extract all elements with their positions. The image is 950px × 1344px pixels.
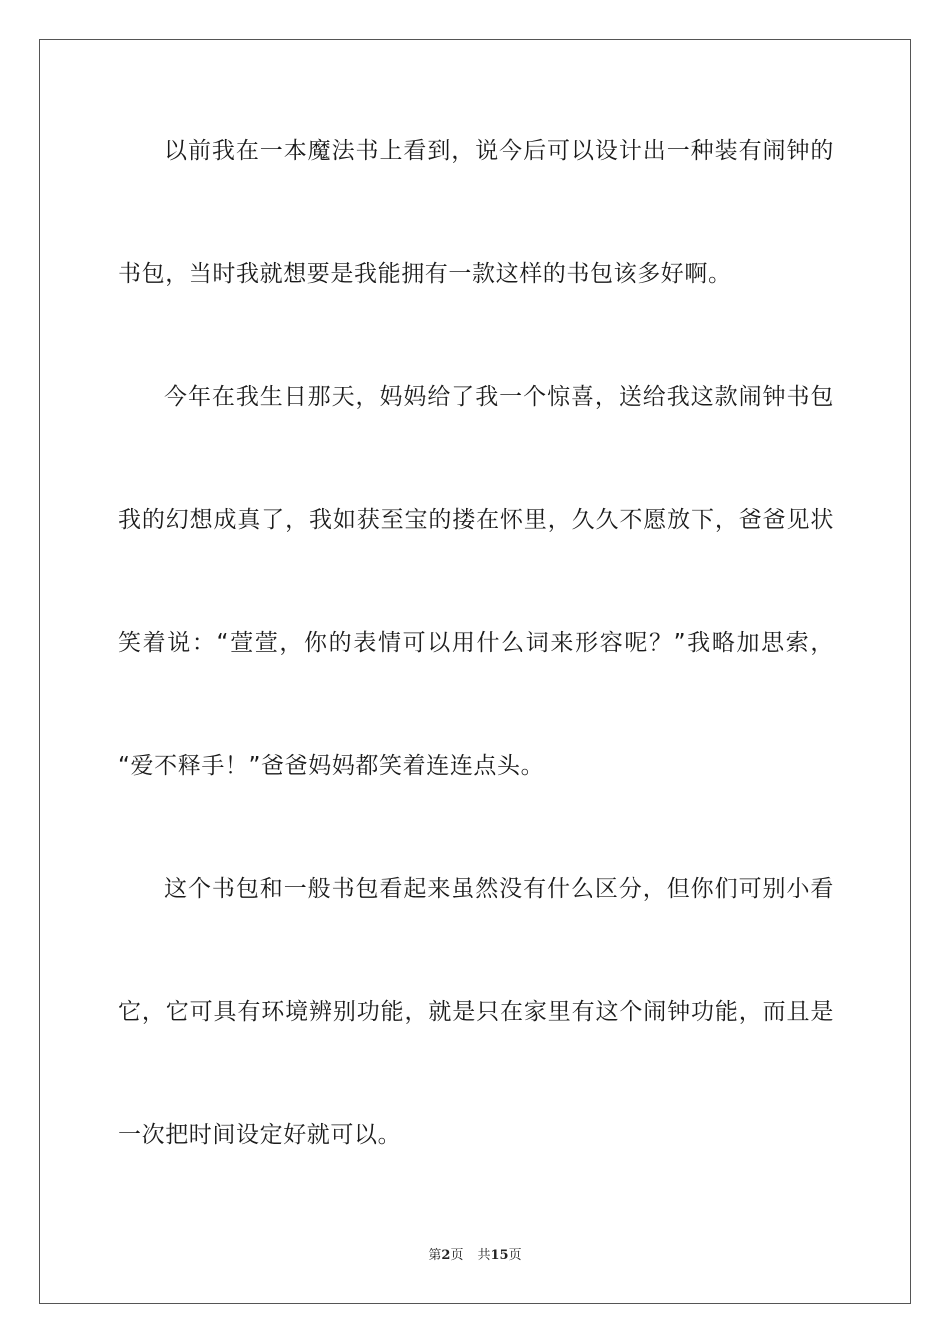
total-pages: 15 — [490, 1248, 509, 1263]
page-suffix: 页 — [450, 1248, 464, 1263]
page-frame — [39, 39, 911, 1304]
paragraph-3-line-3: 一次把时间设定好就可以。 — [118, 1122, 402, 1148]
paragraph-3-line-1: 这个书包和一般书包看起来虽然没有什么区分，但你们可别小看 — [164, 876, 834, 902]
paragraph-3-line-2: 它，它可具有环境辨别功能，就是只在家里有这个闹钟功能，而且是 — [118, 999, 834, 1025]
total-prefix: 共 — [477, 1248, 491, 1263]
paragraph-1-line-2: 书包，当时我就想要是我能拥有一款这样的书包该多好啊。 — [118, 261, 732, 287]
page-footer — [0, 1247, 950, 1265]
page-prefix: 第 — [428, 1248, 442, 1263]
total-suffix: 页 — [508, 1248, 522, 1263]
paragraph-2-line-1: 今年在我生日那天，妈妈给了我一个惊喜，送给我这款闹钟书包 — [164, 384, 834, 410]
paragraph-2-line-2: 我的幻想成真了，我如获至宝的搂在怀里，久久不愿放下，爸爸见状 — [118, 507, 834, 533]
page-number: 2 — [441, 1248, 451, 1263]
paragraph-2-line-3: 笑着说：“萱萱，你的表情可以用什么词来形容呢？”我略加思索， — [118, 630, 834, 656]
paragraph-2-line-4: “爱不释手！”爸爸妈妈都笑着连连点头。 — [118, 753, 545, 779]
paragraph-1-line-1: 以前我在一本魔法书上看到，说今后可以设计出一种装有闹钟的 — [164, 138, 834, 164]
